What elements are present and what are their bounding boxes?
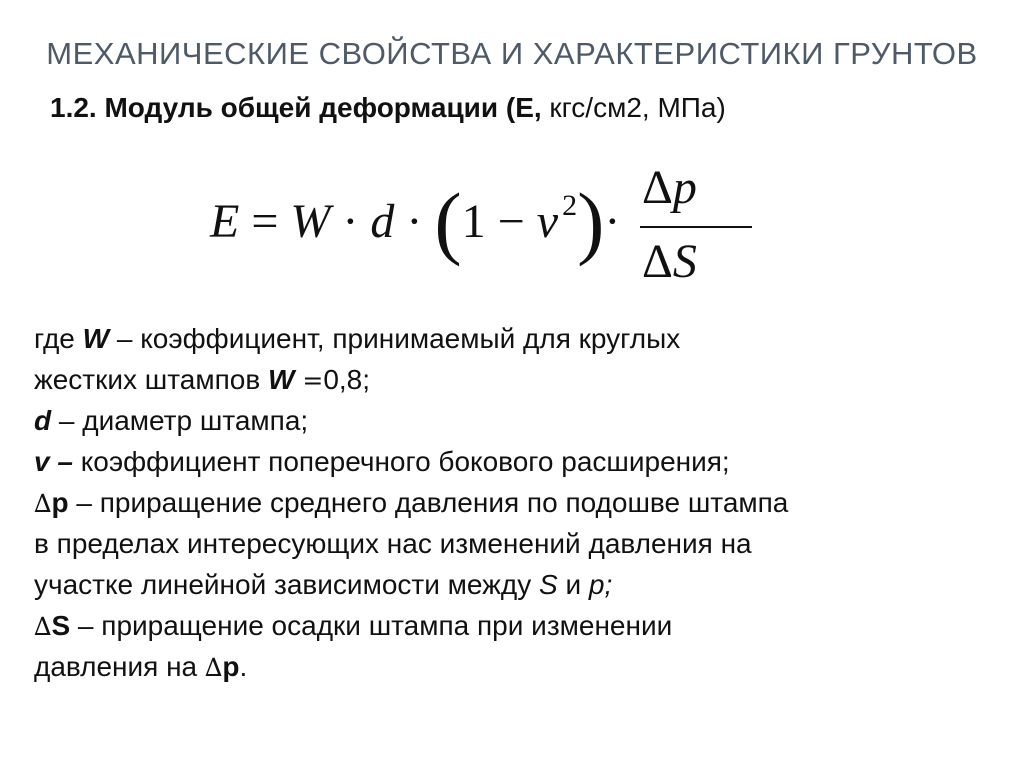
formula-exponent: 2 [562, 189, 578, 222]
definition-line-7 [34, 564, 1004, 605]
formula-W: W [290, 195, 331, 248]
delta-symbol: ∆ [34, 612, 52, 641]
definition-line-3 [34, 400, 1004, 441]
symbol-p: р [222, 651, 240, 682]
formula-E: E [210, 195, 240, 248]
definition-line-9 [34, 646, 1004, 687]
formula-one: 1 [461, 195, 486, 248]
text-fragment: . [239, 651, 248, 682]
formula-dot-2: · [394, 195, 435, 248]
slide-title: МЕХАНИЧЕСКИЕ СВОЙСТВА И ХАРАКТЕРИСТИКИ ГРУНТОВ [46, 36, 978, 71]
definition-line-1 [34, 318, 1004, 359]
equals-sign: = [294, 366, 324, 395]
section-heading [50, 92, 726, 124]
fraction-bar [640, 226, 752, 228]
formula-equals: = [239, 195, 291, 248]
formula-dot-3: · [604, 195, 621, 248]
definitions-text [34, 318, 1004, 687]
formula-denominator [642, 234, 697, 289]
symbol-v: v – [34, 446, 73, 477]
formula-left-side [210, 176, 621, 267]
symbol-p: р; [588, 569, 613, 600]
text-fragment: жестких штампов [34, 364, 268, 395]
section-heading-bold: 1.2. Модуль общей деформации (Е, [50, 92, 542, 123]
formula-numerator [642, 160, 697, 215]
text-fragment: и [557, 569, 589, 600]
text-fragment: где [34, 323, 83, 354]
denominator-S: S [672, 235, 697, 288]
symbol-S: S [51, 610, 71, 641]
text-fragment: – коэффициент, принимаемый для круглых [109, 323, 681, 354]
definition-line-5 [34, 482, 1004, 523]
definition-line-6 [34, 523, 1004, 564]
text-fragment: – приращение осадки штампа при изменении [70, 610, 673, 641]
text-fragment: – диаметр штампа; [51, 405, 309, 436]
delta-symbol: ∆ [204, 653, 223, 682]
delta-symbol: ∆ [34, 489, 52, 518]
text-fragment: в пределах интересующих нас изменений давления на [34, 528, 752, 559]
definition-line-4 [34, 441, 1004, 482]
symbol-p: р [51, 487, 69, 518]
symbol-W: W [82, 323, 110, 354]
formula-minus: − [485, 195, 537, 248]
modulus-formula [210, 160, 770, 300]
text-fragment: давления на [34, 651, 205, 682]
numerator-p: p [672, 161, 697, 214]
formula-d: d [370, 195, 395, 248]
formula-dot-1: · [330, 195, 371, 248]
definition-line-8 [34, 605, 1004, 646]
text-fragment: 0,8; [323, 364, 371, 395]
text-fragment: участке линейной зависимости между [34, 569, 539, 600]
numerator-delta: Δ [642, 161, 673, 214]
definition-line-2 [34, 359, 1004, 400]
symbol-d: d [34, 405, 52, 436]
text-fragment: – приращение среднего давления по подошве штампа [68, 487, 789, 518]
formula-open-paren: ( [434, 176, 462, 267]
symbol-S: S [539, 569, 558, 600]
symbol-W: W [267, 364, 295, 395]
section-heading-units: кгс/см2, МПа) [541, 92, 726, 123]
formula-close-paren: ) [577, 176, 605, 267]
formula-nu: ν [536, 195, 559, 248]
text-fragment: коэффициент поперечного бокового расширения; [72, 446, 730, 477]
denominator-delta: Δ [642, 235, 673, 288]
